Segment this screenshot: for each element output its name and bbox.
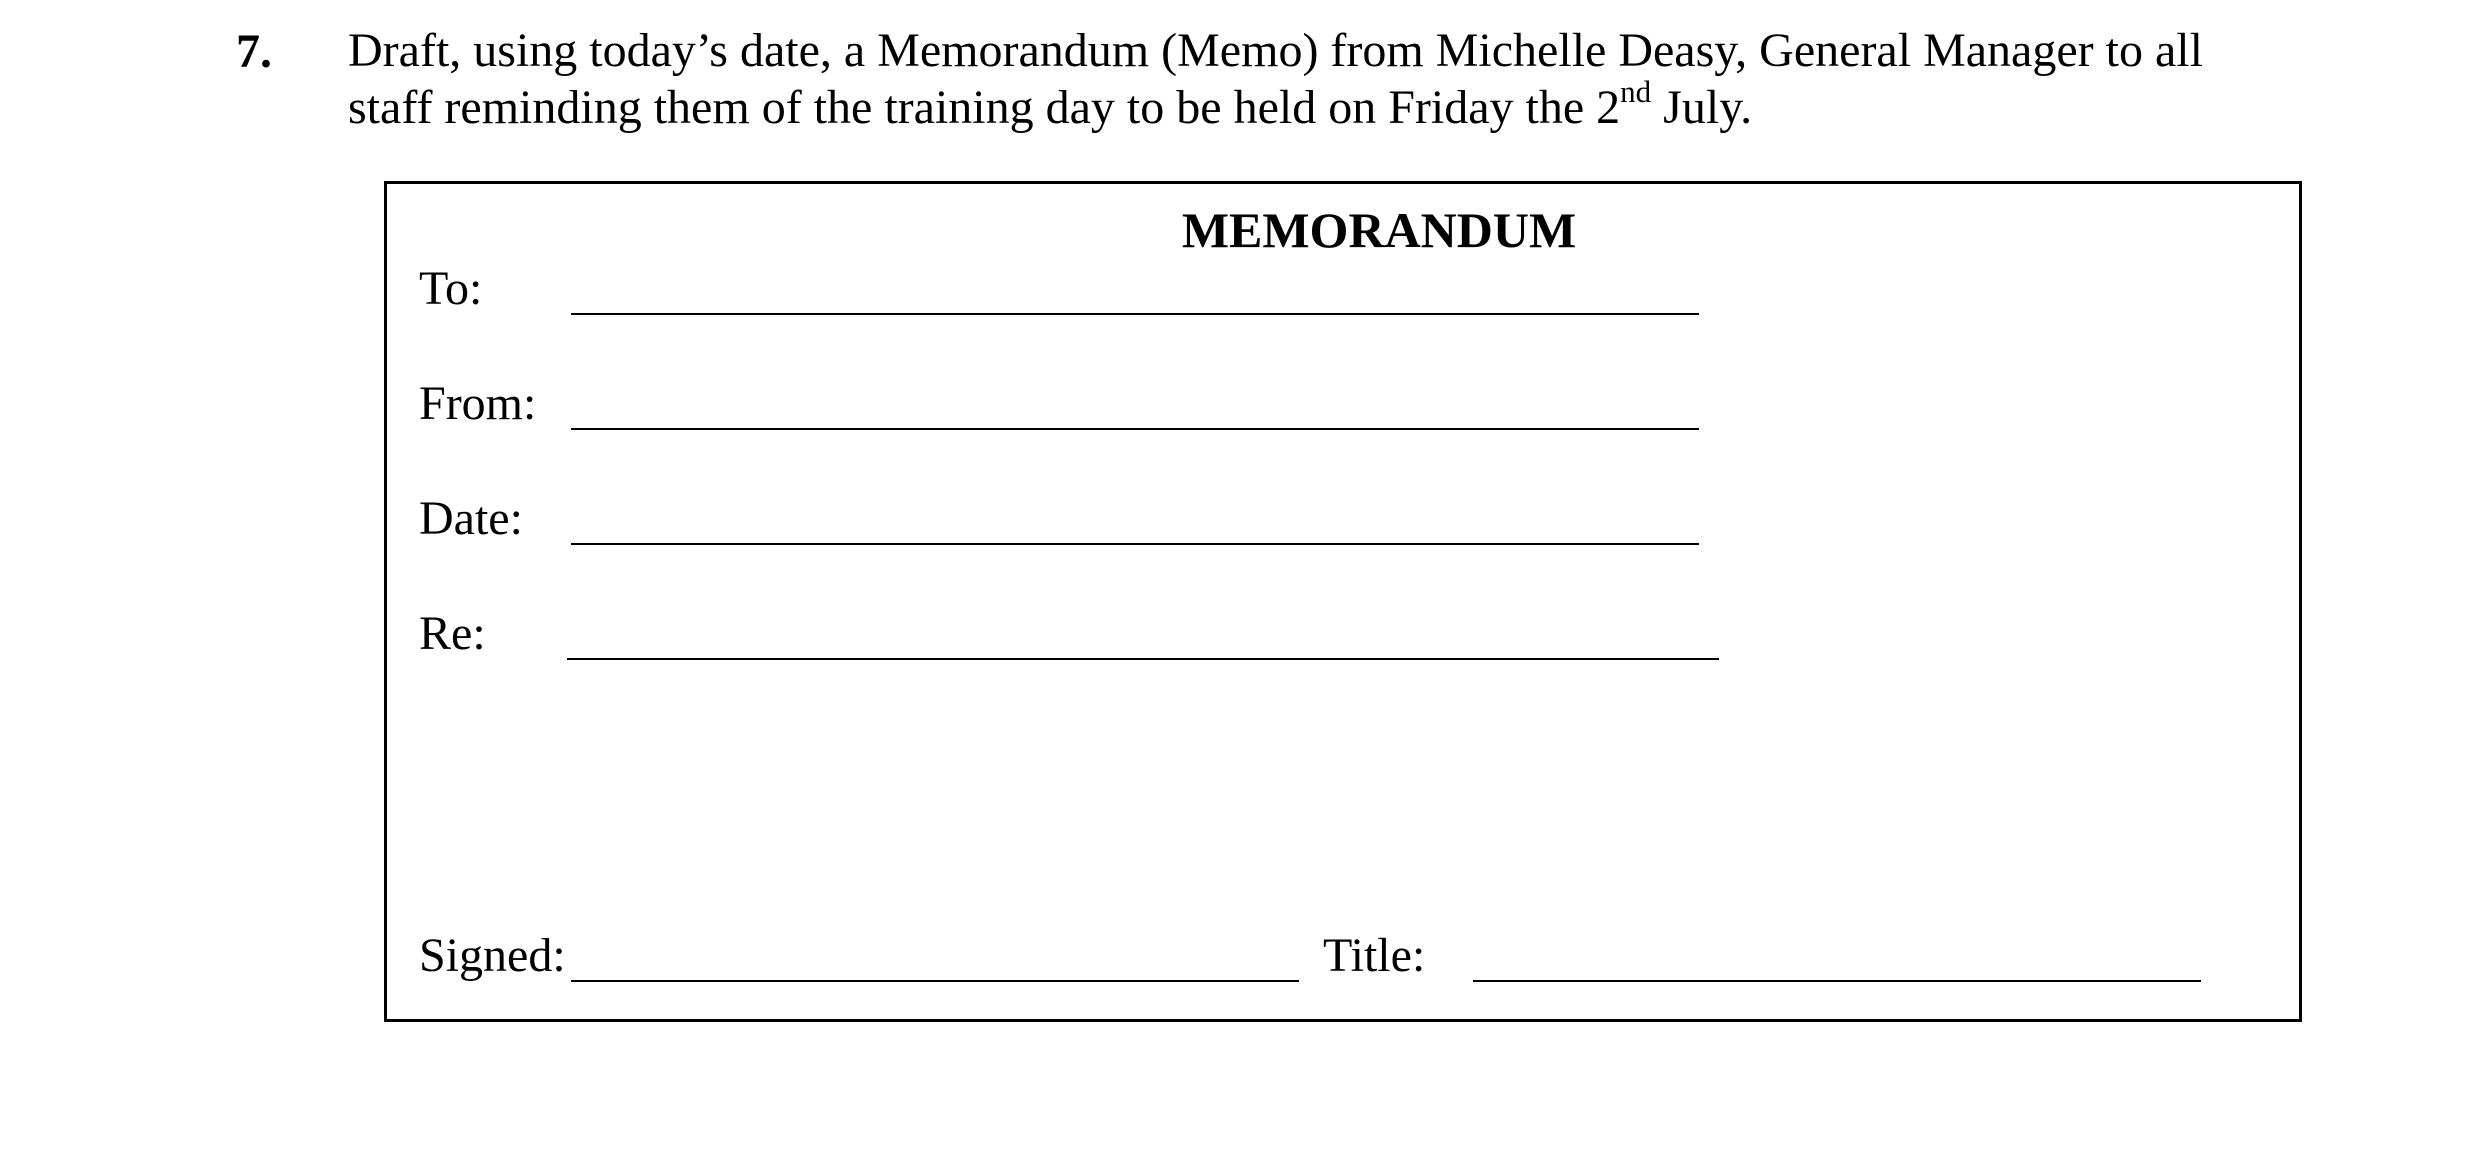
to-line[interactable] [571,313,1699,315]
re-line[interactable] [567,658,1719,660]
question-text [348,22,2348,136]
title-label: Title: [1323,929,1426,982]
question-number: 7. [236,25,272,78]
to-label: To: [419,262,483,315]
date-label: Date: [419,492,523,545]
question-line-2-text: staff reminding them of the training day to be held on Friday the 2 [348,81,1621,134]
memo-title: MEMORANDUM [1181,202,1577,258]
title-line[interactable] [1473,980,2201,982]
date-line[interactable] [571,543,1699,545]
signed-line[interactable] [571,980,1299,982]
signed-label: Signed: [419,929,566,982]
memo-form-box [384,181,2302,1022]
question-line-2-end: July. [1651,81,1753,134]
from-label: From: [419,377,537,430]
question-line-1: Draft, using today’s date, a Memorandum (Memo) from Michelle Deasy, General Manager to all [348,24,2203,77]
from-line[interactable] [571,428,1699,430]
re-label: Re: [419,607,486,660]
ordinal-suffix: nd [1620,74,1652,109]
question-line-2 [348,74,2348,136]
